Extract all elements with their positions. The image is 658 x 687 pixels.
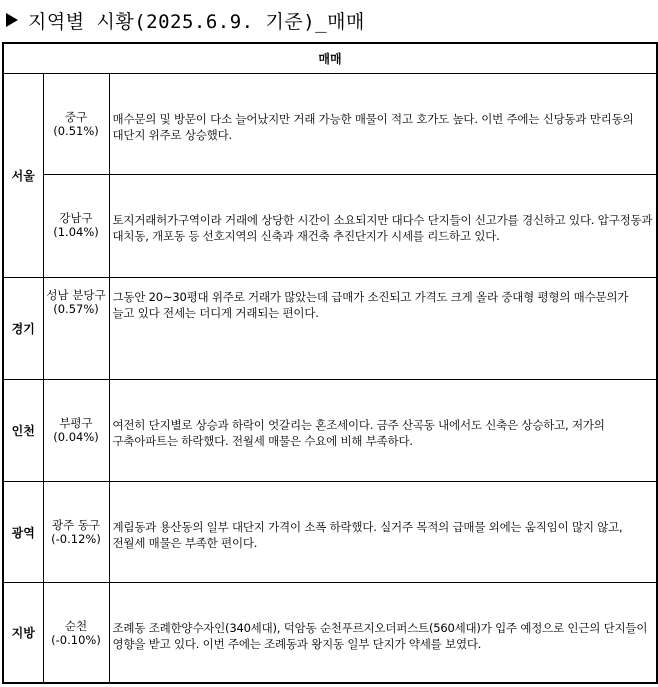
table-header: 매매	[3, 43, 657, 74]
arrow-bullet-icon	[6, 13, 18, 27]
table-row	[3, 482, 657, 583]
district-name: 중구	[64, 110, 88, 124]
district-cell	[43, 278, 109, 380]
district-name: 광주 동구	[51, 518, 101, 532]
district-change: (0.57%)	[53, 302, 99, 316]
district-cell	[43, 175, 109, 278]
page-title-text: 지역별 시황(2025.6.9. 기준)_매매	[28, 10, 365, 33]
district-change: (-0.12%)	[51, 532, 101, 546]
region-cell: 인천	[3, 380, 43, 482]
description-cell: 계림동과 용산동의 일부 대단지 가격이 소폭 하락했다. 실거주 목적의 급매물 외에는 움직임이 많지 않고, 전월세 매물은 부족한 편이다.	[109, 482, 657, 583]
region-cell: 지방	[3, 583, 43, 683]
description-cell: 여전히 단지별로 상승과 하락이 엇갈리는 혼조세이다. 금주 산곡동 내에서도 신축은 상승하고, 저가의 구축아파트는 하락했다. 전월세 매물은 수요에 비해 부족하다.	[109, 380, 657, 482]
district-name: 강남구	[59, 211, 93, 225]
district-change: (0.51%)	[53, 124, 99, 138]
table-header-row	[3, 43, 657, 74]
description-cell: 매수문의 및 방문이 다소 늘어났지만 거래 가능한 매물이 적고 호가도 높다. 이번 주에는 신당동과 만리동의 대단지 위주로 상승했다.	[109, 74, 657, 175]
table-row	[3, 278, 657, 380]
district-change: (-0.10%)	[51, 633, 101, 647]
district-change: (0.04%)	[53, 430, 99, 444]
table-row	[3, 175, 657, 278]
description-cell: 조례동 조례한양수자인(340세대), 덕암동 순천푸르지오더퍼스트(560세대)가 입주 예정으로 인근의 단지들이 영향을 받고 있다. 이번 주에는 조례동과 왕지동 일부 단지가 약세를 보였다.	[109, 583, 657, 683]
district-cell	[43, 583, 109, 683]
region-cell: 경기	[3, 278, 43, 380]
table-row	[3, 380, 657, 482]
district-cell	[43, 482, 109, 583]
market-table	[2, 42, 658, 684]
page-title	[6, 6, 365, 34]
district-name: 순천	[64, 619, 88, 633]
table-row	[3, 583, 657, 683]
district-cell	[43, 74, 109, 175]
district-name: 부평구	[59, 416, 93, 430]
description-cell: 토지거래허가구역이라 거래에 상당한 시간이 소요되지만 대다수 단지들이 신고가를 경신하고 있다. 압구정동과 대치동, 개포동 등 선호지역의 신축과 재건축 추진단지가 시세를 리드하고 있다.	[109, 175, 657, 278]
district-cell	[43, 380, 109, 482]
region-cell: 서울	[3, 74, 43, 278]
region-cell: 광역	[3, 482, 43, 583]
description-cell: 그동안 20~30평대 위주로 거래가 많았는데 급매가 소진되고 가격도 크게 올라 중대형 평형의 매수문의가 늘고 있다 전세는 더디게 거래되는 편이다.	[109, 278, 657, 380]
district-name: 성남 분당구	[46, 288, 106, 302]
district-change: (1.04%)	[53, 225, 99, 239]
table-row	[3, 74, 657, 175]
